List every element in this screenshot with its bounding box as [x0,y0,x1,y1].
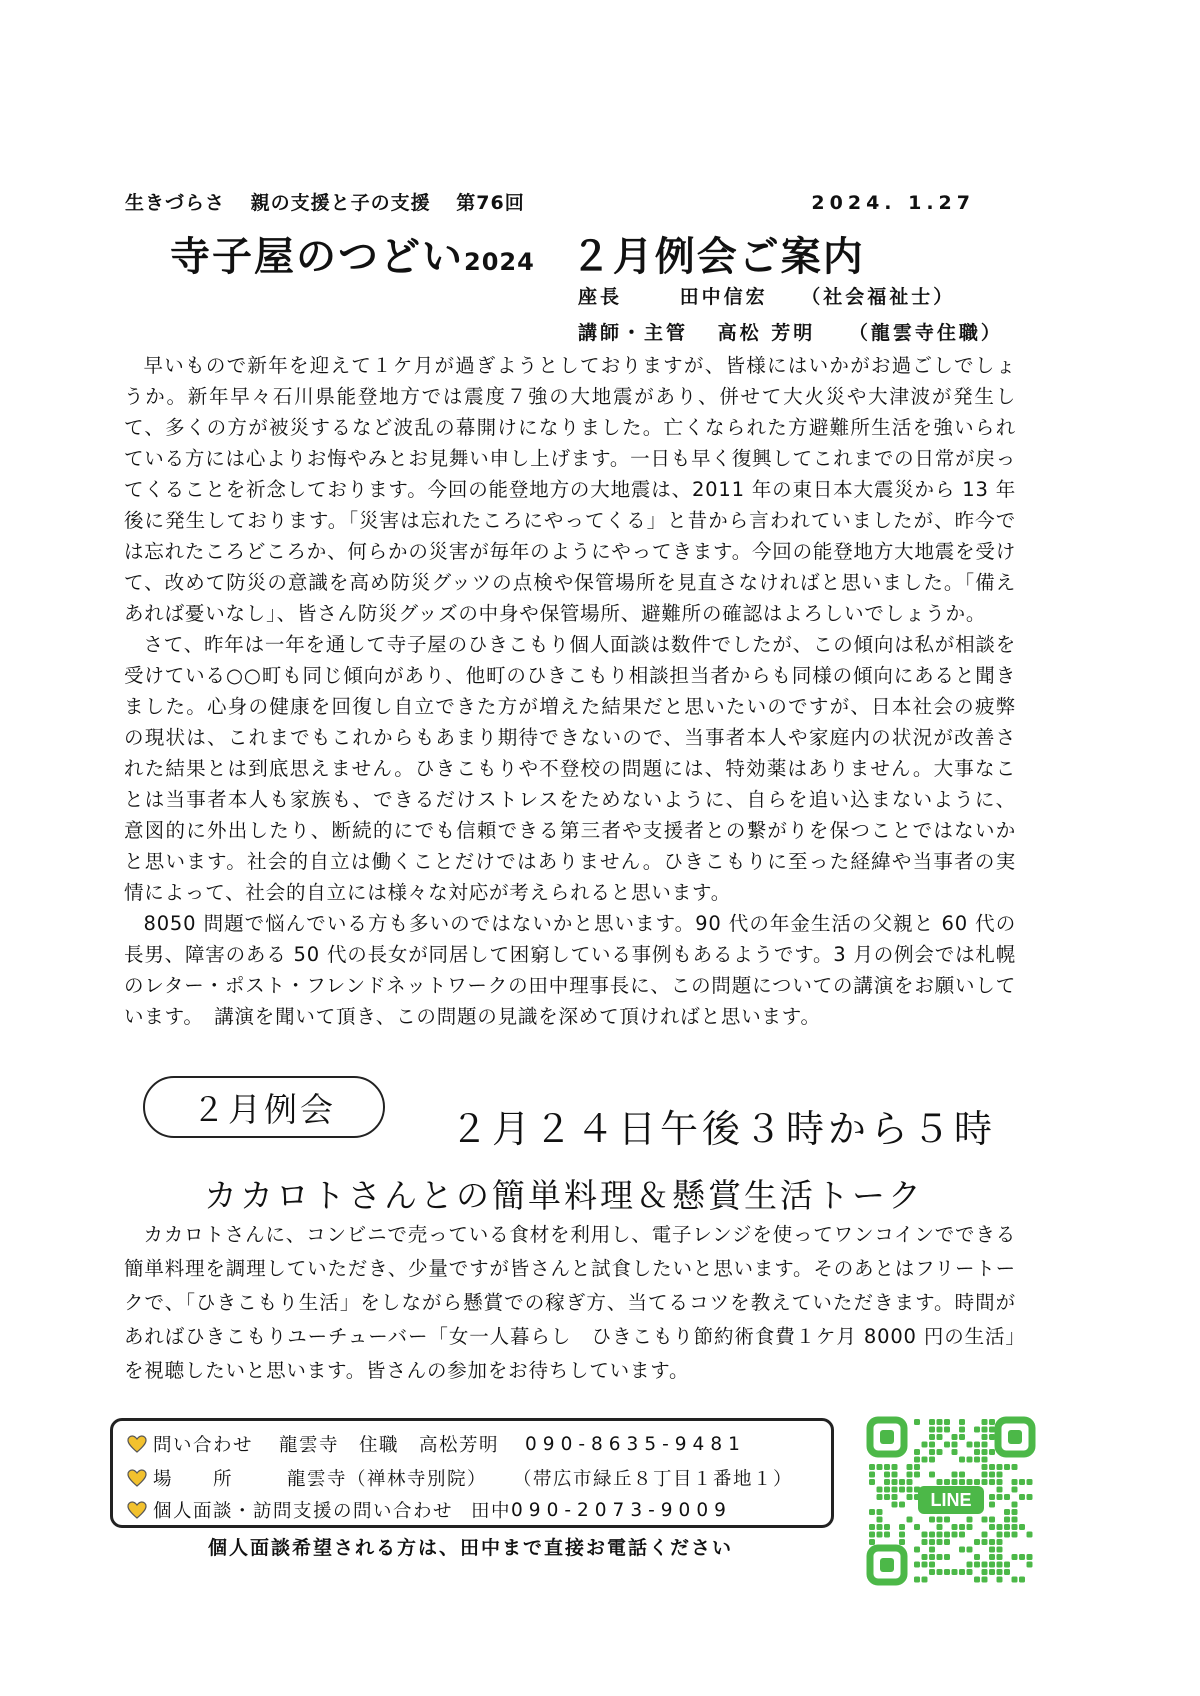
chair-line [578,282,955,309]
body-paragraph-3: 8050 問題で悩んでいる方も多いのではないかと思います。90 代の年金生活の父親と 60 代の長男、障害のある 50 代の長女が同居して困窮している事例もあるようです。3 月の例会では札幌のレター・ポスト・フレンドネットワークの田中理事長に、この問題についての講演をお願いしています。 講演を聞いて頂き、この問題の見識を深めて頂ければと思います。 [124,912,1016,1028]
title-main: 寺子屋のつどい [170,234,464,280]
chair-role: 座長 [578,286,623,308]
body-paragraph-2: さて、昨年は一年を通して寺子屋のひきこもり個人面談は数件でしたが、この傾向は私が相談を受けている○○町も同じ傾向があり、他町のひきこもり相談担当者からも同様の傾向にあると聞きました。心身の健康を回復し自立できた方が増えた結果だと思いたいのですが、日本社会の疲弊の現状は、これまでもこれからもあまり期待できないので、当事者本人や家庭内の状況が改善された結果とは到底思えません。ひきこもりや不登校の問題には、特効薬はありません。大事なことは当事者本人も家族も、できるだけストレスをためないように、自らを追い込まないように、意図的に外出したり、断続的にでも信頼できる第三者や支援者との繋がりを保つことではないかと思います。社会的自立は働くことだけではありません。ひきこもりに至った経緯や当事者の実情によって、社会的自立には様々な対応が考えられると思います。 [124,633,1017,904]
header-line [125,188,975,215]
chair-title: （社会福祉士） [801,286,956,308]
series-number: 第76回 [456,192,525,214]
lecturer-title: （龍雲寺住職） [848,322,1003,344]
lecturer-role: 講師・主管 [578,322,689,344]
event-time: ２月２４日午後３時から５時 [450,1107,997,1151]
contact-label-location: 場 所 [153,1469,234,1490]
event-title: カカロトさんとの簡単料理＆懸賞生活トーク [204,1176,924,1215]
line-qr-code[interactable] [866,1416,1036,1586]
lecturer-name: 高松 芳明 [717,322,816,344]
event-label-badge [143,1076,385,1138]
contact-row-interview [127,1497,821,1523]
contact-value-inquiry: 龍雲寺 住職 高松芳明 [279,1435,500,1456]
title-event: ２月例会ご案内 [570,234,865,280]
series-info [125,188,543,215]
body-paragraph-1: 早いもので新年を迎えて１ケ月が過ぎようとしておりますが、皆様にはいかがお過ごしでしょうか。新年早々石川県能登地方では震度７強の大地震があり、併せて大火災や大津波が発生して、多くの方が被災するなど波乱の幕開けになりました。亡くなられた方避難所生活を強いられている方には心よりお悔やみとお見舞い申し上げます。一日も早く復興してこれまでの日常が戻ってくることを祈念しております。今回の能登地方の大地震は、2011 年の東日本大震災から 13 年後に発生しております。「災害は忘れたころにやってくる」と昔から言われていましたが、昨今では忘れたころどころか、何らかの災害が毎年のようにやってきます。今回の能登地方大地震を受けて、改めて防災の意識を高め防災グッツの点検や保管場所を見直さなければと思いました。「備えあれば憂いなし」、皆さん防災グッズの中身や保管場所、避難所の確認はよろしいでしょうか。 [124,354,1016,625]
interview-note: 個人面談希望される方は、田中まで直接お電話ください [208,1537,734,1559]
line-logo-text: LINE [930,1490,972,1510]
body-text [124,350,1016,1032]
contact-name-interview: 田中 [471,1501,512,1522]
contact-box [110,1418,834,1528]
heart-icon [127,1501,147,1519]
contact-label-inquiry: 問い合わせ [153,1435,254,1456]
contact-value-location: 龍雲寺（禅林寺別院） [287,1469,488,1490]
chair-name: 田中信宏 [679,286,768,308]
lecturer-line [578,318,1003,345]
series-subtitle: 親の支援と子の支援 [250,192,431,214]
heart-icon [127,1469,147,1487]
contact-tel-interview[interactable]: 090-2073-9009 [511,1499,732,1521]
contact-row-inquiry [127,1431,821,1457]
heart-icon [127,1435,147,1453]
contact-tel-inquiry[interactable]: 090-8635-9481 [525,1433,746,1455]
contact-address: （帯広市緑丘８丁目１番地１） [513,1469,794,1490]
event-description [124,1218,1016,1388]
event-label: ２月例会 [192,1089,336,1129]
issue-date: 2024. 1.27 [811,192,975,214]
page-title [170,225,1050,282]
contact-label-interview: 個人面談・訪問支援の問い合わせ [153,1501,454,1522]
series-theme: 生きづらさ [125,192,226,214]
event-description-text: カカロトさんに、コンビニで売っている食材を利用し、電子レンジを使ってワンコインでできる簡単料理を調理していただき、少量ですが皆さんと試食したいと思います。そのあとはフリートークで、「ひきこもり生活」をしながら懸賞での稼ぎ方、当てるコツを教えていただきます。時間があればひきこもりユーチューバー「女一人暮らし ひきこもり節約術食費１ケ月 8000 円の生活」を視聴したいと思います。皆さんの参加をお待ちしています。 [124,1223,1016,1382]
contact-row-location [127,1465,821,1491]
title-year: 2024 [464,248,535,276]
